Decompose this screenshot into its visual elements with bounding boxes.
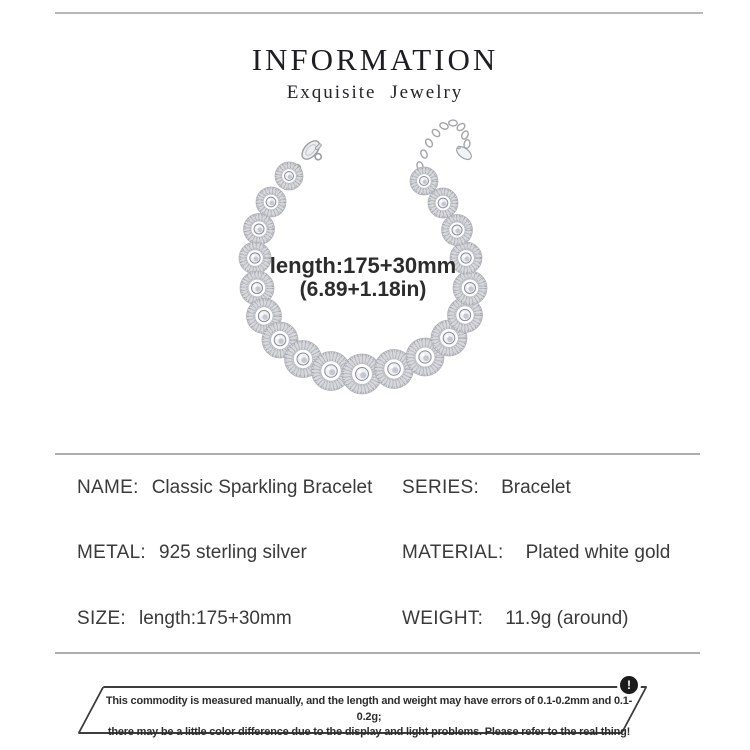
spec-row-size-weight: [0, 599, 750, 639]
spec-table-bottom-rule: [55, 652, 700, 654]
spec-cell-series: [402, 468, 571, 508]
spec-label: SIZE:: [77, 608, 127, 630]
spec-cell-material: [402, 533, 670, 573]
page-title: INFORMATION: [251, 42, 499, 77]
top-divider: [55, 12, 703, 14]
spec-cell-name: [77, 468, 372, 508]
spec-label: METAL:: [77, 542, 147, 564]
spec-cell-weight: [402, 599, 629, 639]
spec-label: NAME:: [77, 476, 139, 498]
length-mm: length:175+30mm: [269, 253, 457, 278]
spec-row-name-series: [0, 468, 750, 508]
spec-cell-size: [77, 599, 292, 639]
spec-row-metal-material: [0, 533, 750, 573]
spec-label: MATERIAL:: [402, 542, 504, 564]
length-in: (6.89+1.18in): [299, 278, 427, 301]
spec-value: 925 sterling silver: [159, 542, 307, 564]
spec-value: Plated white gold: [525, 542, 671, 564]
spec-value: length:175+30mm: [139, 608, 292, 630]
spec-value: Bracelet: [501, 476, 571, 498]
disclaimer-text: [95, 694, 643, 741]
length-annotation: [0, 254, 726, 302]
page-subtitle: Exquisite Jewelry: [286, 82, 464, 103]
spec-label: SERIES:: [402, 476, 480, 498]
disclaimer-line-1: This commodity is measured manually, and the length and weight may have errors of 0.1-0.2mm and 0.1-0.2g;: [105, 695, 633, 723]
spec-value: 11.9g (around): [505, 608, 629, 630]
spec-value: Classic Sparkling Bracelet: [151, 476, 373, 498]
exclamation-icon: !: [620, 676, 638, 694]
spec-cell-metal: [77, 533, 307, 573]
disclaimer-line-2: there may be a little color difference due to the display and light problems. Please refer to the real thing!: [107, 726, 631, 738]
spec-table: [0, 455, 750, 652]
spec-label: WEIGHT:: [402, 608, 484, 630]
